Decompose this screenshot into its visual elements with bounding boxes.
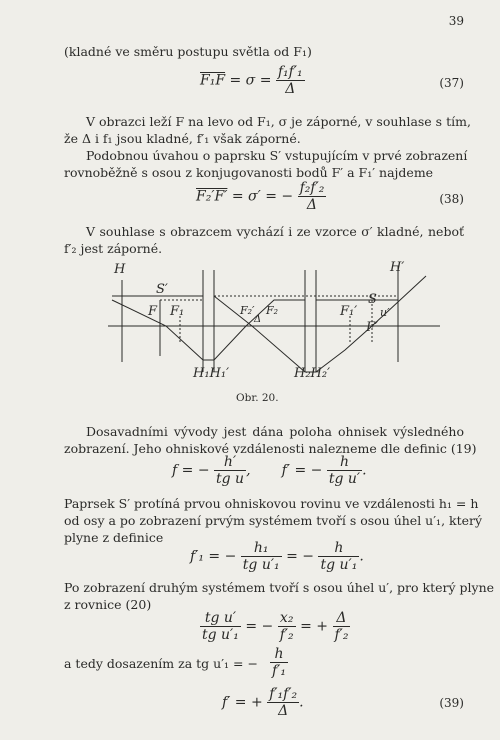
label-F: F	[148, 304, 158, 319]
paragraph-line: že Δ i f₁ jsou kladné, f′₁ však záporné.	[64, 131, 301, 146]
denominator: tg u′₁	[202, 627, 239, 643]
eq-mid: = σ =	[229, 72, 272, 89]
paragraph-line: a tedy dosazením za tg u′₁ = −	[64, 656, 258, 671]
label-u-prime: u′	[380, 306, 390, 319]
denominator: tg u′	[328, 471, 361, 487]
numerator: h	[318, 540, 359, 557]
label-F-prime: F′	[366, 320, 378, 335]
eq-lhs: f′₁ = −	[190, 548, 237, 565]
paragraph-line: (kladné ve směru postupu světla od F₁)	[64, 44, 312, 59]
denominator: Δ	[285, 81, 296, 97]
fraction	[318, 540, 359, 573]
paragraph-line: V obrazci leží F na levo od F₁, σ je záporné, v souhlase s tím,	[86, 114, 471, 129]
numerator: x₂	[278, 610, 296, 627]
paragraph-line: Paprsek S′ protíná prvou ohniskovou rovinu ve vzdálenosti h₁ = h	[64, 496, 479, 511]
label-F1: F₁	[170, 304, 185, 319]
label-H1-H1-prime: H₁H₁′	[193, 366, 230, 381]
ray-S-prime-refracted	[214, 276, 426, 372]
eq-lhs: f′ = −	[281, 462, 323, 479]
numerator: f′₁f′₂	[269, 686, 298, 702]
equation-number: (37)	[439, 76, 464, 90]
label-S: S	[368, 292, 377, 307]
numerator: tg u′	[200, 610, 241, 627]
fraction	[214, 454, 246, 487]
eq-lhs: f = −	[172, 462, 210, 479]
denominator: Δ	[306, 197, 318, 213]
denominator: tg u	[216, 471, 245, 487]
eq-lhs: F₂′F′	[196, 188, 228, 205]
eq-mid: = −	[245, 618, 274, 635]
label-delta: Δ	[254, 314, 262, 325]
eq-lhs: F₁F	[200, 72, 226, 89]
numerator: h₁	[241, 540, 282, 557]
label-F1-prime: F₁′	[340, 304, 358, 319]
numerator: h	[327, 454, 362, 471]
denominator: Δ	[278, 703, 289, 719]
denominator: f′₂	[334, 627, 349, 643]
eq-mid: = +	[300, 618, 329, 635]
equation-number: (39)	[439, 696, 464, 710]
label-H: H	[114, 262, 126, 277]
denominator: f′₂	[279, 627, 294, 643]
fraction	[333, 610, 351, 643]
numerator: h	[270, 646, 288, 663]
paragraph-line: Podobnou úvahou o paprsku S′ vstupujícím v prvé zobrazení	[86, 148, 468, 163]
equation-f: f = − $\frac{h'}{\text{tg u}}$ , f′ = − $\frac{h}{\text{tg u′}}$ .	[172, 454, 367, 487]
eq-mid: = −	[286, 548, 315, 565]
paragraph-line: f′₂ jest záporné.	[64, 241, 163, 256]
eq-mid: = σ′ = −	[231, 188, 294, 205]
fraction	[241, 540, 282, 573]
equation-number: (38)	[439, 192, 464, 206]
denominator: tg u′₁	[242, 557, 280, 573]
paragraph-line: rovnoběžně s osou z konjugovanosti bodů F′ a F₁′ najdeme	[64, 165, 434, 180]
paragraph-line: od osy a po zobrazení prvým systémem tvoří s osou úhel u′₁, který	[64, 513, 483, 528]
paragraph-line: zobrazení. Jeho ohniskové vzdálenosti nalezneme dle definic (19)	[64, 441, 477, 456]
paragraph-line: Po zobrazení druhým systémem tvoří s osou úhel u′, pro který plyne	[64, 580, 495, 595]
fraction	[200, 610, 241, 643]
denominator: tg u′₁	[320, 557, 358, 573]
equation-39: f′ = + $\frac{\text{f′₁f′₂}}{\Delta}$ .	[222, 686, 304, 719]
label-H2-H2-prime: H₂H₂′	[294, 366, 331, 381]
equation-tg	[200, 610, 350, 643]
fraction	[278, 610, 296, 643]
numerator: f₂f′₂	[299, 180, 325, 196]
paragraph-line: V souhlase s obrazcem vychází i ze vzorce σ′ kladné, neboť	[86, 224, 464, 239]
figure-caption: Obr. 20.	[236, 392, 279, 404]
fraction	[270, 646, 288, 679]
equation-f1-prime: f′₁ = − $\frac{\text{h₁}}{\text{tg u′₁}}$ = − $\frac{h}{\text{tg u′₁}}$ .	[190, 540, 364, 573]
paragraph-line: Dosavadními vývody jest dána poloha ohnisek výsledného	[86, 424, 464, 439]
numerator: f₁f′₁	[277, 64, 303, 80]
page-number: 39	[448, 14, 464, 28]
numerator: Δ	[333, 610, 351, 627]
numerator: h′	[214, 454, 246, 471]
label-S-prime: S′	[156, 282, 168, 297]
eq-lhs: f′ = +	[222, 694, 263, 711]
label-F2: F₂	[266, 304, 279, 317]
paragraph-line: plyne z definice	[64, 530, 164, 545]
fraction	[267, 686, 299, 719]
denominator: f′₁	[272, 663, 286, 679]
paragraph-line: z rovnice (20)	[64, 597, 152, 612]
equation-h-over-f1	[270, 646, 288, 679]
fraction	[327, 454, 362, 487]
label-H-prime: H′	[390, 260, 405, 275]
label-F2-prime: F₂′	[240, 304, 255, 317]
